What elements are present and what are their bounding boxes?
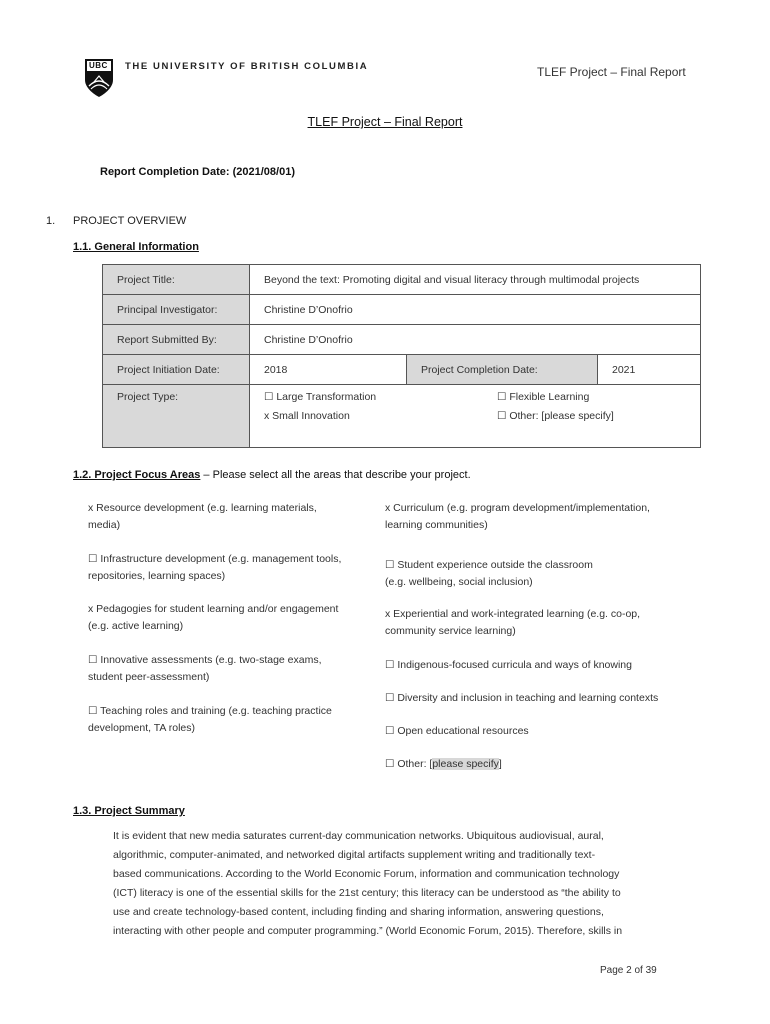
option-text: x Experiential and work-integrated learning (e.g. co-op, (385, 608, 641, 620)
report-submitted-by-value: Christine D’Onofrio (250, 325, 701, 355)
page-number: Page 2 of 39 (600, 965, 657, 976)
initiation-date-label: Project Initiation Date: (103, 355, 250, 385)
summary-line: (ICT) literacy is one of the essential skills for the 21st century; this literacy can be understood as “the ability to (113, 887, 621, 899)
flexible-learning-checkbox[interactable]: ☐ Flexible Learning (497, 391, 590, 403)
general-information-table (102, 264, 701, 448)
ubc-logo (84, 58, 114, 98)
pedagogies-option[interactable] (88, 601, 338, 635)
table-row (103, 355, 701, 385)
report-completion-date: Report Completion Date: (2021/08/01) (100, 166, 295, 178)
table-row (103, 295, 701, 325)
diversity-inclusion-option[interactable]: ☐ Diversity and inclusion in teaching and learning contexts (385, 692, 659, 704)
section-title: PROJECT OVERVIEW (73, 215, 187, 227)
option-text: ] (498, 758, 502, 770)
option-text: (e.g. active learning) (88, 620, 184, 632)
please-specify-field[interactable]: please specify (432, 758, 499, 770)
experiential-learning-option[interactable] (385, 606, 640, 640)
option-text: development, TA roles) (88, 722, 195, 734)
option-text: x Pedagogies for student learning and/or engagement (88, 603, 339, 615)
other-focus-option[interactable] (385, 756, 502, 773)
focus-areas-title: 1.2. Project Focus Areas (73, 469, 201, 481)
teaching-roles-option[interactable] (88, 703, 332, 737)
table-row (103, 325, 701, 355)
page-title: TLEF Project – Final Report (307, 115, 463, 129)
option-text: student peer-assessment) (88, 671, 210, 683)
completion-date-value: 2021 (598, 355, 701, 385)
project-title-label: Project Title: (103, 265, 250, 295)
curriculum-option[interactable] (385, 500, 650, 534)
resource-development-option[interactable] (88, 500, 317, 534)
other-type-checkbox[interactable]: ☐ Other: [please specify] (497, 410, 614, 422)
section-number: 1. (46, 215, 56, 227)
option-text: ☐ Other: [ (385, 758, 433, 770)
option-text: ☐ Teaching roles and training (e.g. teaching practice (88, 705, 332, 717)
large-transformation-checkbox[interactable]: ☐ Large Transformation (264, 391, 377, 403)
completion-date-label: Project Completion Date: (407, 355, 598, 385)
project-type-label: Project Type: (103, 385, 250, 448)
general-information-heading: 1.1. General Information (73, 241, 199, 253)
infrastructure-development-option[interactable] (88, 551, 341, 585)
option-text: ☐ Infrastructure development (e.g. management tools, (88, 553, 342, 565)
summary-line: It is evident that new media saturates current-day communication networks. Ubiquitous audiovisual, aural, (113, 830, 604, 842)
principal-investigator-label: Principal Investigator: (103, 295, 250, 325)
focus-areas-instruction: – Please select all the areas that describe your project. (200, 469, 471, 481)
project-title-value: Beyond the text: Promoting digital and visual literacy through multimodal projects (250, 265, 701, 295)
table-row (103, 385, 701, 448)
header-report-title: TLEF Project – Final Report (537, 65, 686, 79)
summary-line: based communications. According to the World Economic Forum, information and communication technology (113, 868, 620, 880)
initiation-date-value: 2018 (250, 355, 407, 385)
option-text: (e.g. wellbeing, social inclusion) (385, 576, 533, 588)
focus-areas-heading (73, 469, 471, 481)
principal-investigator-value: Christine D’Onofrio (250, 295, 701, 325)
option-text: community service learning) (385, 625, 516, 637)
option-text: repositories, learning spaces) (88, 570, 226, 582)
table-row (103, 265, 701, 295)
project-summary-heading: 1.3. Project Summary (73, 805, 185, 817)
option-text: learning communities) (385, 519, 488, 531)
option-text: x Resource development (e.g. learning materials, (88, 502, 317, 514)
indigenous-curricula-option[interactable]: ☐ Indigenous-focused curricula and ways of knowing (385, 659, 632, 671)
summary-line: interacting with other people and computer programming.” (World Economic Forum, 2015). Therefore, skills in (113, 925, 623, 937)
option-text: ☐ Student experience outside the classroom (385, 559, 593, 571)
project-type-options (250, 385, 701, 448)
small-innovation-checkbox[interactable]: x Small Innovation (264, 410, 350, 422)
option-text: ☐ Innovative assessments (e.g. two-stage exams, (88, 654, 322, 666)
report-submitted-by-label: Report Submitted By: (103, 325, 250, 355)
summary-line: use and create technology-based content, including finding and sharing information, answering questions, (113, 906, 604, 918)
open-educational-resources-option[interactable]: ☐ Open educational resources (385, 725, 529, 737)
summary-line: algorithmic, computer-animated, and networked digital artifacts supplement writing and traditionally text- (113, 849, 596, 861)
project-summary-text (113, 827, 683, 941)
option-text: x Curriculum (e.g. program development/implementation, (385, 502, 650, 514)
logo-text: UBC (89, 61, 108, 70)
innovative-assessments-option[interactable] (88, 652, 322, 686)
student-experience-option[interactable] (385, 557, 593, 591)
institution-name: THE UNIVERSITY OF BRITISH COLUMBIA (125, 61, 369, 72)
option-text: media) (88, 519, 121, 531)
